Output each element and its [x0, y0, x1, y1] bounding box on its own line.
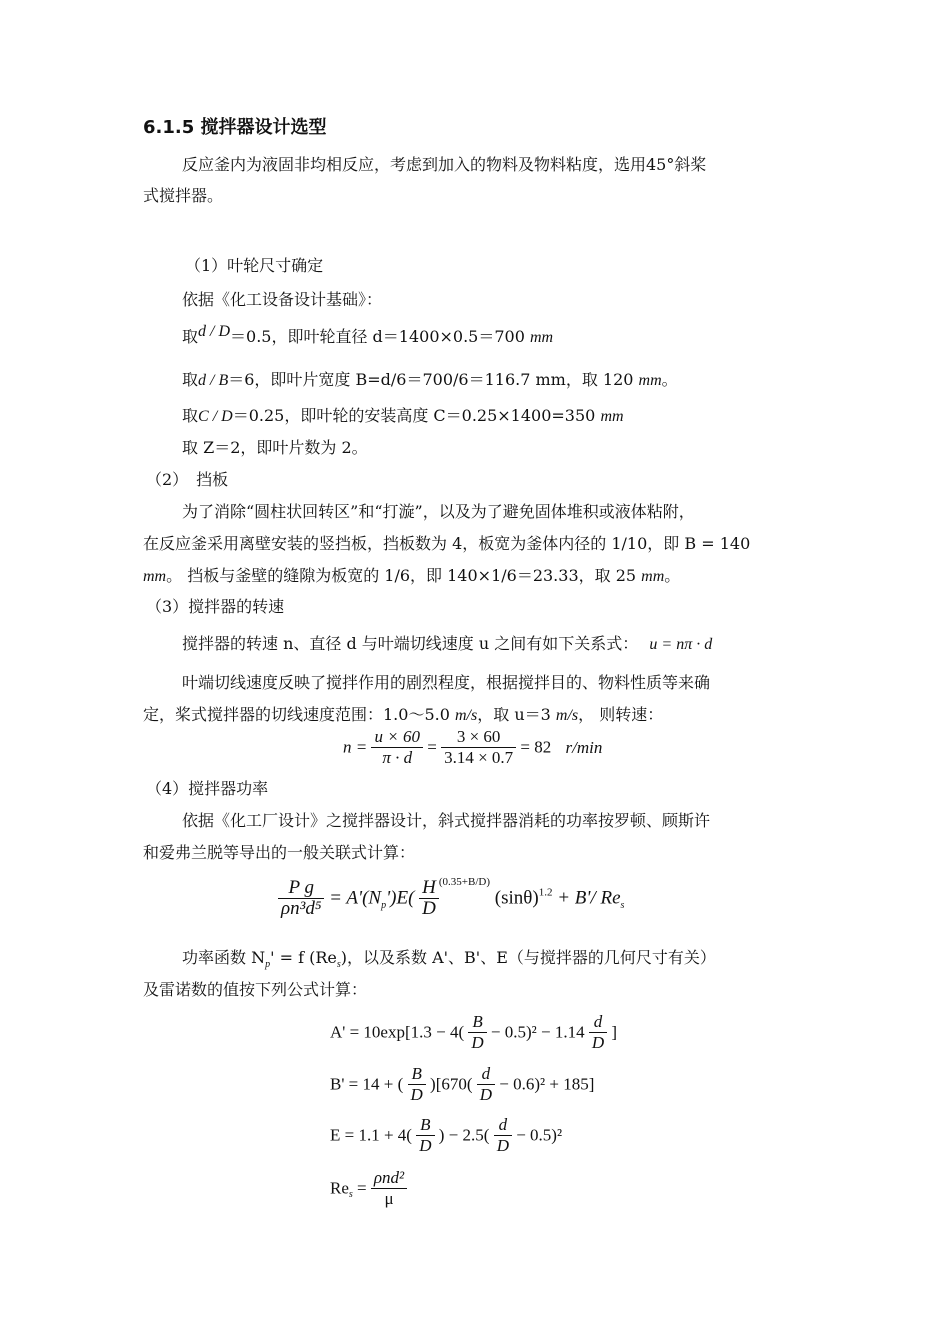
- power-heading: （4）搅拌器功率: [146, 779, 269, 798]
- speed-line-2: 叶端切线速度反映了搅拌作用的剧烈程度，根据搅拌目的、物料性质等来确: [182, 673, 711, 692]
- impeller-dB-line: 取d / B＝6，即叶片宽度 B=d/6＝700/6＝116.7 mm，取 120 mm。: [182, 370, 678, 389]
- intro-line-2: 式搅拌器。: [143, 186, 224, 205]
- power-lhs-fraction: $\frac{\text{P g}}{\text{ρn³d⁵}}$: [278, 878, 324, 919]
- power-func-line-2: 及雷诺数的值按下列公式计算：: [143, 980, 368, 999]
- power-line-2: 和爱弗兰脱等导出的一般关联式计算：: [143, 843, 416, 862]
- power-formula: $\frac{\text{P g}}{\text{ρn³d⁵}}$ = $A'(N_p')E$( $\frac{H}{D}$ $^{(0.35+B/D)}$ $(\sin\theta)^{1.2} + B'/$ $Re_s$: [278, 876, 624, 919]
- speed-relation: u = nπ · d: [649, 636, 713, 653]
- speed-fraction-1: $\frac{u \times 60}{\pi \cdot d}$: [371, 727, 422, 768]
- power-HD-fraction: $\frac{H}{D}$: [419, 878, 439, 919]
- section-number: 6.1.5: [143, 117, 195, 138]
- impeller-dD-line: 取d / D＝0.5，即叶轮直径 d＝1400×0.5＝700 mm: [182, 323, 554, 346]
- impeller-Z-line: 取 Z＝2，即叶片数为 2。: [182, 438, 368, 457]
- dD-symbol: d / D: [198, 323, 231, 340]
- speed-fraction-2: $\frac{3 \times 60}{3.14 \times 0.7}$: [441, 727, 516, 768]
- Re-formula: $Re_s$ = $\frac{\text{ρnd²}}{\mu}$: [330, 1168, 407, 1209]
- power-line-1: 依据《化工厂设计》之搅拌器设计，斜式搅拌器消耗的功率按罗顿、顾斯许: [182, 811, 711, 830]
- dB-symbol: d / B: [198, 372, 229, 389]
- baffle-line-2: 在反应釜采用离壁安装的竖挡板，挡板数为 4，板宽为釜体内径的 1/10，即 B = 140: [143, 534, 751, 553]
- speed-line-3: 定，桨式搅拌器的切线速度范围：1.0～5.0 m/s，取 u＝3 m/s， 则转速：: [143, 705, 664, 724]
- speed-heading: （3）搅拌器的转速: [146, 597, 285, 616]
- CD-symbol: C / D: [198, 408, 233, 425]
- E-formula: E = 1.1 + 4( $\frac{B}{D}$ ) − 2.5( $\frac{d}{D}$ − 0.5)²: [330, 1115, 563, 1155]
- B-formula: B' = 14 + ( $\frac{B}{D}$ )[670( $\frac{d}{D}$ − 0.6)² + 185]: [330, 1064, 595, 1104]
- impeller-heading: （1）叶轮尺寸确定: [185, 256, 324, 275]
- A-formula: A' = 10exp[1.3 − 4( $\frac{B}{D}$ − 0.5)² − 1.14 $\frac{d}{D}$ ]: [330, 1012, 618, 1052]
- baffle-line-1: 为了消除“圆柱状回转区”和“打漩”，以及为了避免固体堆积或液体粘附，: [182, 502, 695, 521]
- section-heading: [143, 118, 327, 138]
- power-func-line-1: 功率函数 $N_p' = f$ $(Re_s)$，以及系数 A'、B'、E（与搅拌器的几何尺寸有关）: [182, 948, 716, 971]
- baffle-line-3: mm。 挡板与釜壁的缝隙为板宽的 1/6，即 140×1/6＝23.33，取 25 mm。: [143, 566, 681, 585]
- section-title: 搅拌器设计选型: [200, 117, 327, 138]
- speed-line-1: 搅拌器的转速 n、直径 d 与叶端切线速度 u 之间有如下关系式： u = nπ · d: [182, 634, 713, 653]
- intro-line-1: 反应釜内为液固非均相反应，考虑到加入的物料及物料粘度，选用45°斜桨: [182, 155, 707, 174]
- baffle-heading: （2） 挡板: [146, 470, 229, 489]
- impeller-CD-line: 取C / D＝0.25，即叶轮的安装高度 C＝0.25×1400=350 mm: [182, 406, 624, 425]
- speed-equation: n = $\frac{u \times 60}{\pi \cdot d}$ = $\frac{3 \times 60}{3.14 \times 0.7}$ = 82 r/min: [343, 727, 603, 767]
- impeller-basis: 依据《化工设备设计基础》：: [182, 290, 383, 309]
